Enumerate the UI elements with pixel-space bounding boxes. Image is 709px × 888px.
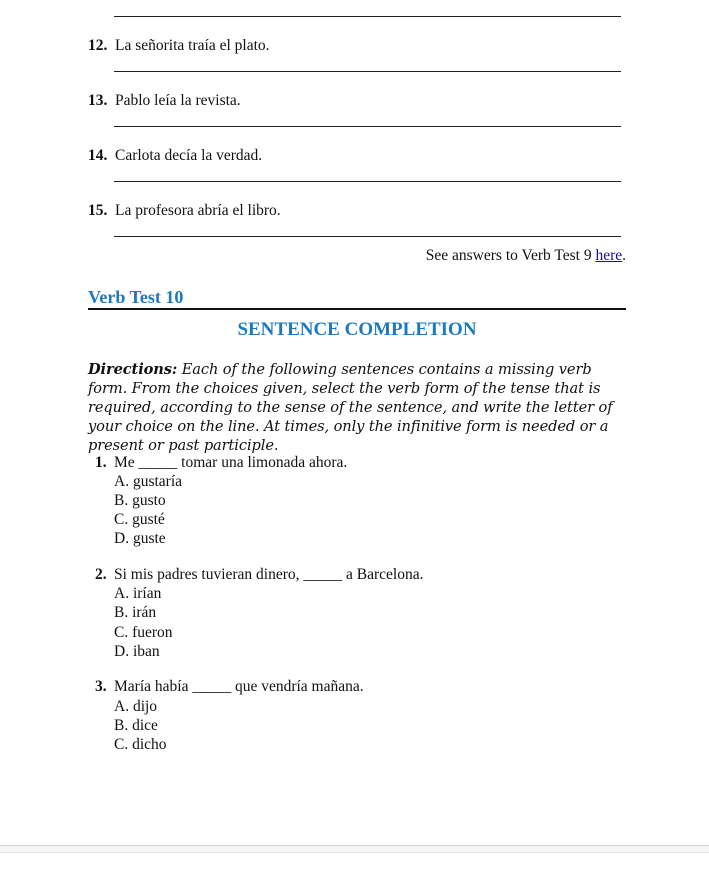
option-item: B. gusto xyxy=(114,492,166,509)
exercise-text: Carlota decía la verdad. xyxy=(115,147,263,164)
exercise-text: La señorita traía el plato. xyxy=(115,37,270,54)
answers-suffix: . xyxy=(622,247,626,264)
exercise-number: 13. xyxy=(88,92,108,109)
option-item: A. dijo xyxy=(114,698,158,715)
question-text: Si mis padres tuvieran dinero, _____ a Barcelona. xyxy=(114,566,424,583)
option-item: B. dice xyxy=(114,717,158,734)
option-item: C. dicho xyxy=(114,736,167,753)
exercise-number: 15. xyxy=(88,202,108,219)
answers-link[interactable]: here xyxy=(595,247,623,264)
answer-line-15 xyxy=(114,236,621,237)
section-divider xyxy=(88,308,626,310)
answer-line-14 xyxy=(114,181,621,182)
answers-reference xyxy=(426,247,626,265)
section-subtitle: SENTENCE COMPLETION xyxy=(237,319,477,340)
directions-text: Each of the following sentences contains a missing verb form. From the choices given, select the verb form of the tense that is required, according to the sense of the sentence, and write the letter of your choice on the line. At times, only the infinitive form is needed or a present or past participle. xyxy=(88,361,613,454)
question-1 xyxy=(95,453,347,472)
directions-lead: Directions: xyxy=(88,361,178,378)
exercise-text: La profesora abría el libro. xyxy=(115,202,281,219)
exercise-text: Pablo leía la revista. xyxy=(115,92,241,109)
directions-paragraph xyxy=(88,360,628,455)
question-number: 3. xyxy=(95,678,107,695)
option-item: C. fueron xyxy=(114,624,173,641)
question-2 xyxy=(95,565,424,584)
question-text: Me _____ tomar una limonada ahora. xyxy=(114,454,348,471)
section-title: Verb Test 10 xyxy=(88,287,184,307)
question-number: 1. xyxy=(95,454,107,471)
option-item: C. gusté xyxy=(114,511,165,528)
exercise-12 xyxy=(88,37,270,55)
exercise-13 xyxy=(88,92,241,110)
option-item: D. iban xyxy=(114,643,160,660)
answer-line-13 xyxy=(114,126,621,127)
exercise-number: 14. xyxy=(88,147,108,164)
answers-prefix: See answers to Verb Test 9 xyxy=(425,247,596,264)
answer-line-12 xyxy=(114,71,621,72)
horizontal-scrollbar[interactable] xyxy=(0,845,709,853)
exercise-14 xyxy=(88,147,262,165)
option-item: D. guste xyxy=(114,530,166,547)
exercise-number: 12. xyxy=(88,37,108,54)
question-number: 2. xyxy=(95,566,107,583)
question-3 xyxy=(95,677,364,696)
option-item: A. irían xyxy=(114,585,162,602)
option-item: B. irán xyxy=(114,604,157,621)
answer-line-11 xyxy=(114,16,621,17)
option-item: A. gustaría xyxy=(114,473,183,490)
question-text: María había _____ que vendría mañana. xyxy=(114,678,364,695)
exercise-15 xyxy=(88,202,281,220)
